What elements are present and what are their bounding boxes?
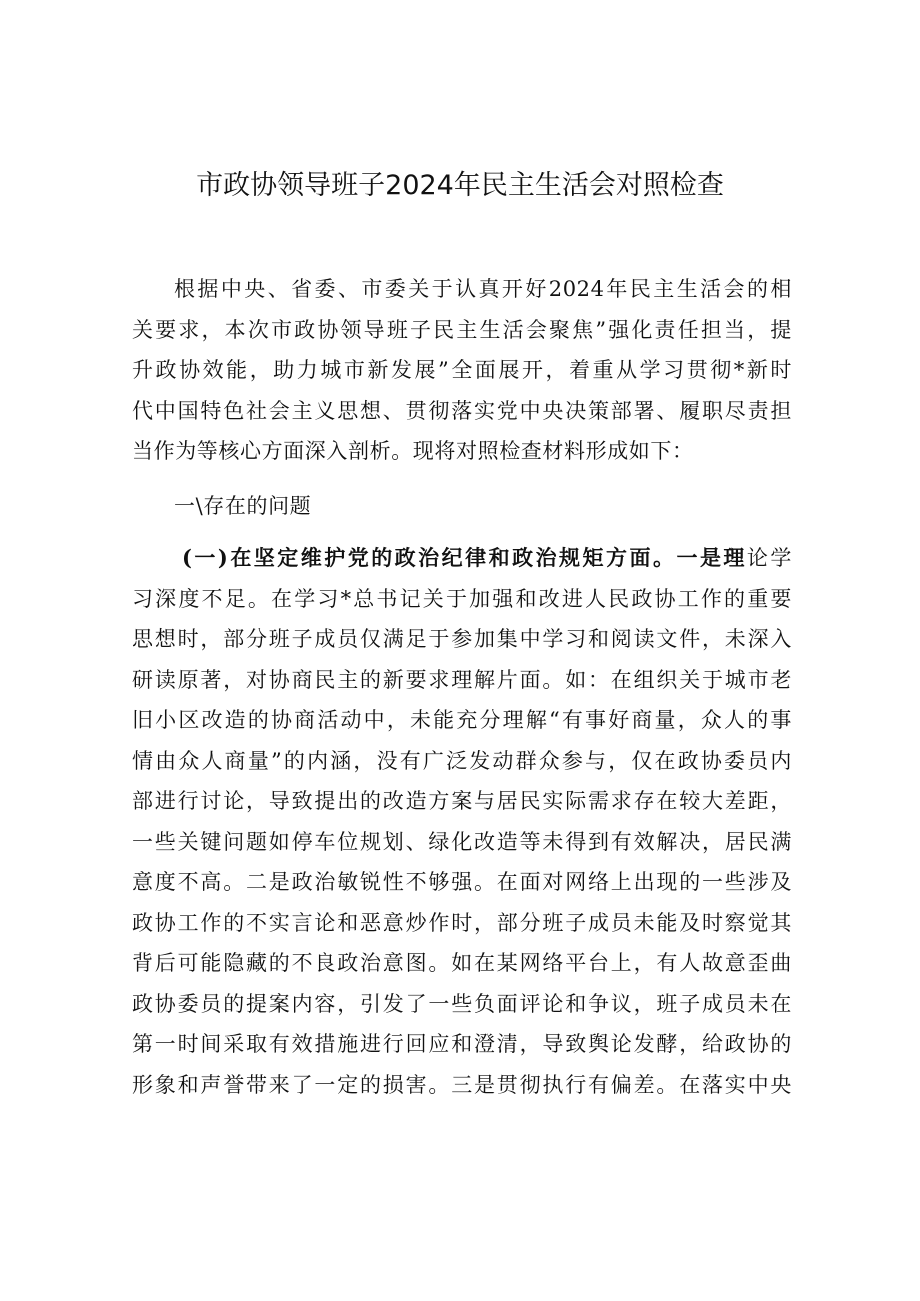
intro-line: 升政协效能，助力城市新发展”全面展开，着重从学习贯彻*新时 — [132, 358, 792, 382]
sub-section-line: 政协工作的不实言论和恶意炒作时，部分班子成员未能及时察觉其 — [132, 910, 792, 935]
sub-section-line: 习深度不足。在学习*总书记关于加强和改进人民政协工作的重要 — [132, 586, 792, 611]
intro-line: 根据中央、省委、市委关于认真开好2024年民主生活会的相 — [174, 277, 792, 301]
sub-section-line: 政协委员的提案内容，引发了一些负面评论和争议，班子成员未在 — [132, 991, 792, 1016]
sub-section-line: 形象和声誉带来了一定的损害。三是贯彻执行有偏差。在落实中央 — [132, 1072, 792, 1097]
sub-section-line: 部进行讨论，导致提出的改造方案与居民实际需求存在较大差距， — [132, 789, 792, 813]
section-heading-text: 一\存在的问题 — [174, 494, 312, 518]
sub-section-paragraph — [132, 538, 792, 1105]
section-heading — [132, 486, 792, 527]
sub-section-line: 情由众人商量”的内涵，没有广泛发动群众参与，仅在政协委员内 — [132, 748, 792, 773]
sub-section-bold-lead: (一)在坚定维护党的政治纪律和政治规矩方面。一是理 — [182, 545, 747, 570]
sub-section-line: 背后可能隐藏的不良政治意图。如在某网络平台上，有人故意歪曲 — [132, 951, 792, 975]
sub-section-line: 一些关键问题如停车位规划、绿化改造等未得到有效解决，居民满 — [132, 829, 792, 854]
sub-section-first-line — [132, 538, 792, 579]
intro-line: 关要求，本次市政协领导班子民主生活会聚焦”强化责任担当，提 — [132, 317, 792, 342]
sub-section-line: 意度不高。二是政治敏锐性不够强。在面对网络上出现的一些涉及 — [132, 870, 792, 894]
intro-paragraph — [132, 269, 792, 472]
sub-section-line: 旧小区改造的协商活动中，未能充分理解“有事好商量，众人的事 — [132, 708, 792, 732]
intro-line: 代中国特色社会主义思想、贯彻落实党中央决策部署、履职尽责担 — [132, 398, 792, 423]
document-title: 市政协领导班子2024年民主生活会对照检查 — [196, 170, 724, 201]
sub-section-first-line-rest: 论学 — [746, 546, 792, 570]
sub-section-line: 研读原著，对协商民主的新要求理解片面。如：在组织关于城市老 — [132, 667, 792, 692]
sub-section-line: 第一时间采取有效措施进行回应和澄清，导致舆论发酵，给政协的 — [132, 1032, 792, 1056]
sub-section-line: 思想时，部分班子成员仅满足于参加集中学习和阅读文件，未深入 — [132, 627, 792, 651]
intro-line: 当作为等核心方面深入剖析。现将对照检查材料形成如下： — [132, 439, 694, 463]
